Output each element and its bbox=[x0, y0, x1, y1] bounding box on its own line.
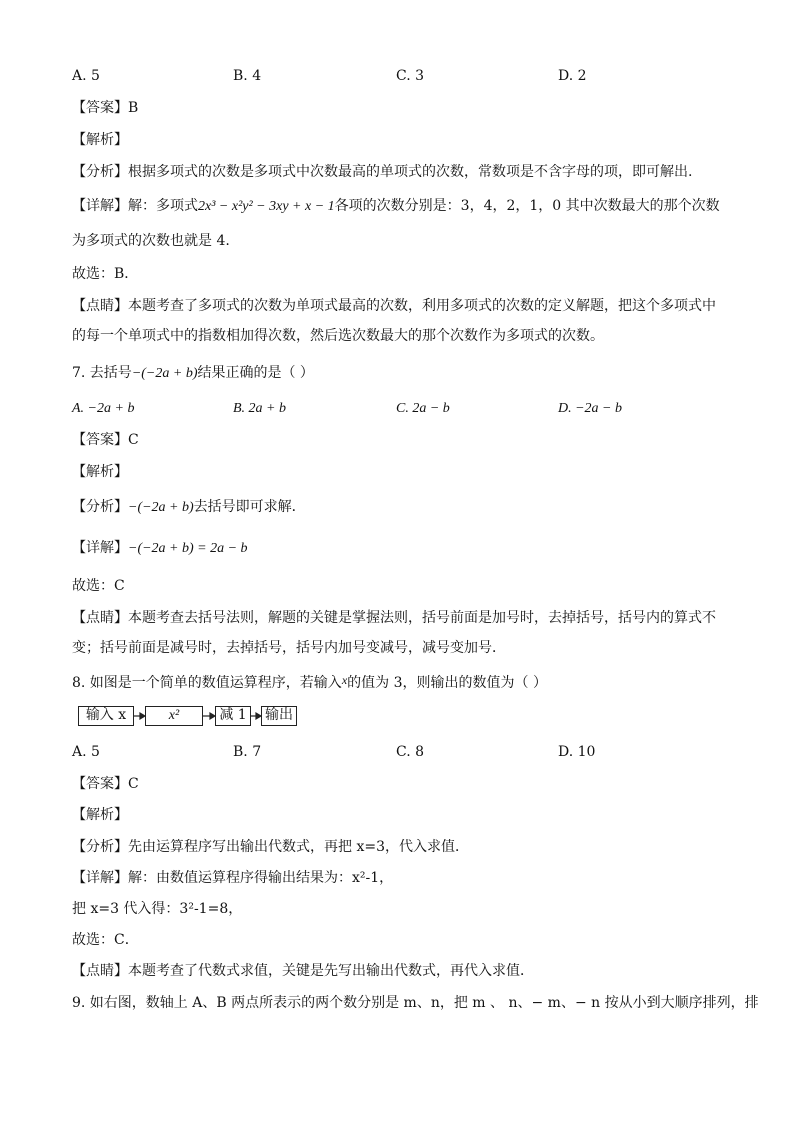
q8-analysis-heading: 【解析】 bbox=[72, 807, 128, 823]
flow-square-box: x² bbox=[145, 706, 203, 726]
q7-analysis-heading: 【解析】 bbox=[72, 464, 128, 480]
q7-choice: 故选：C bbox=[72, 578, 125, 594]
q6-polynomial: 2x³ − x²y² − 3xy + x − 1 bbox=[198, 199, 335, 214]
q6-dianjing-line2: 的每一个单项式中的指数相加得次数，然后选次数最大的那个次数作为多项式的次数。 bbox=[72, 328, 604, 344]
q8-stem-prefix: 8. 如图是一个简单的数值运算程序，若输入 bbox=[72, 675, 342, 691]
q7-dianjing-line1: 【点睛】本题考查去括号法则，解题的关键是掌握法则，括号前面是加号时，去掉括号，括号内的算式不 bbox=[72, 610, 716, 626]
q9-stem: 9. 如右图，数轴上 A、B 两点所表示的两个数分别是 m、n，把 m 、 n、− m、− n 按从小到大顺序排列，排 bbox=[72, 995, 759, 1011]
q7-xiangjie-prefix: 【详解】 bbox=[72, 540, 128, 556]
q7-fenxi-prefix: 【分析】 bbox=[72, 499, 128, 515]
q6-option-c: C. 3 bbox=[396, 68, 425, 84]
q6-xiangjie-prefix: 【详解】解：多项式 bbox=[72, 198, 198, 214]
q6-xiangjie-line2: 为多项式的次数也就是 4. bbox=[72, 233, 230, 249]
q7-stem-expr: −(−2a + b) bbox=[131, 366, 198, 381]
q7-option-c: C. 2a − b bbox=[396, 401, 450, 416]
q7-answer: 【答案】C bbox=[72, 432, 139, 448]
q7-stem-prefix: 7. 去括号 bbox=[72, 365, 132, 381]
flow-output-box: 输出 bbox=[261, 706, 297, 726]
flow-arrowhead-1 bbox=[140, 713, 145, 719]
q7-option-b: B. 2a + b bbox=[233, 401, 286, 416]
q8-stem-suffix: 的值为 3，则输出的数值为（ ） bbox=[347, 675, 547, 691]
q8-substitution: 把 x=3 代入得：3²-1=8， bbox=[72, 901, 243, 917]
q6-option-b: B. 4 bbox=[233, 68, 262, 84]
q8-fenxi: 【分析】先由运算程序写出输出代数式，再把 x=3，代入求值． bbox=[72, 839, 469, 855]
q6-analysis-heading: 【解析】 bbox=[72, 132, 128, 148]
q6-xiangjie-suffix: 各项的次数分别是：3，4，2，1，0 其中次数最大的那个次数 bbox=[334, 198, 720, 214]
flow-arrowhead-2 bbox=[210, 713, 215, 719]
q8-option-c: C. 8 bbox=[396, 744, 425, 760]
q8-xiangjie: 【详解】解：由数值运算程序得输出结果为：x²-1， bbox=[72, 870, 394, 886]
q6-option-d: D. 2 bbox=[558, 68, 587, 84]
flow-input-box: 输入 x bbox=[78, 706, 134, 726]
q7-option-a: A. −2a + b bbox=[72, 401, 135, 416]
q7-option-d: D. −2a − b bbox=[558, 401, 623, 416]
q8-choice: 故选：C． bbox=[72, 932, 139, 948]
q7-fenxi-expr: −(−2a + b) bbox=[128, 500, 194, 515]
q6-fenxi: 【分析】根据多项式的次数是多项式中次数最高的单项式的次数，常数项是不含字母的项，即可解出. bbox=[72, 164, 693, 180]
q7-xiangjie-expr: −(−2a + b) = 2a − b bbox=[128, 541, 248, 556]
q6-option-a: A. 5 bbox=[72, 68, 100, 84]
flow-arrowhead-3 bbox=[256, 713, 261, 719]
q8-stem-var: x bbox=[341, 673, 348, 687]
q8-dianjing: 【点睛】本题考查了代数式求值，关键是先写出输出代数式，再代入求值． bbox=[72, 963, 534, 979]
q6-dianjing-line1: 【点睛】本题考查了多项式的次数为单项式最高的次数，利用多项式的次数的定义解题，把这个多项式中 bbox=[72, 298, 716, 314]
q7-dianjing-line2: 变；括号前面是减号时，去掉括号，括号内加号变减号，减号变加号． bbox=[72, 640, 506, 656]
flow-subtract-box: 减 1 bbox=[215, 706, 251, 726]
q6-choice: 故选：B． bbox=[72, 266, 139, 282]
q7-fenxi-suffix: 去括号即可求解． bbox=[193, 499, 306, 515]
q7-stem-suffix: 结果正确的是（ ） bbox=[197, 365, 314, 381]
q8-answer: 【答案】C bbox=[72, 776, 139, 792]
q8-option-b: B. 7 bbox=[233, 744, 262, 760]
q8-option-d: D. 10 bbox=[558, 744, 596, 760]
q8-option-a: A. 5 bbox=[72, 744, 100, 760]
q6-answer: 【答案】B bbox=[72, 100, 139, 116]
